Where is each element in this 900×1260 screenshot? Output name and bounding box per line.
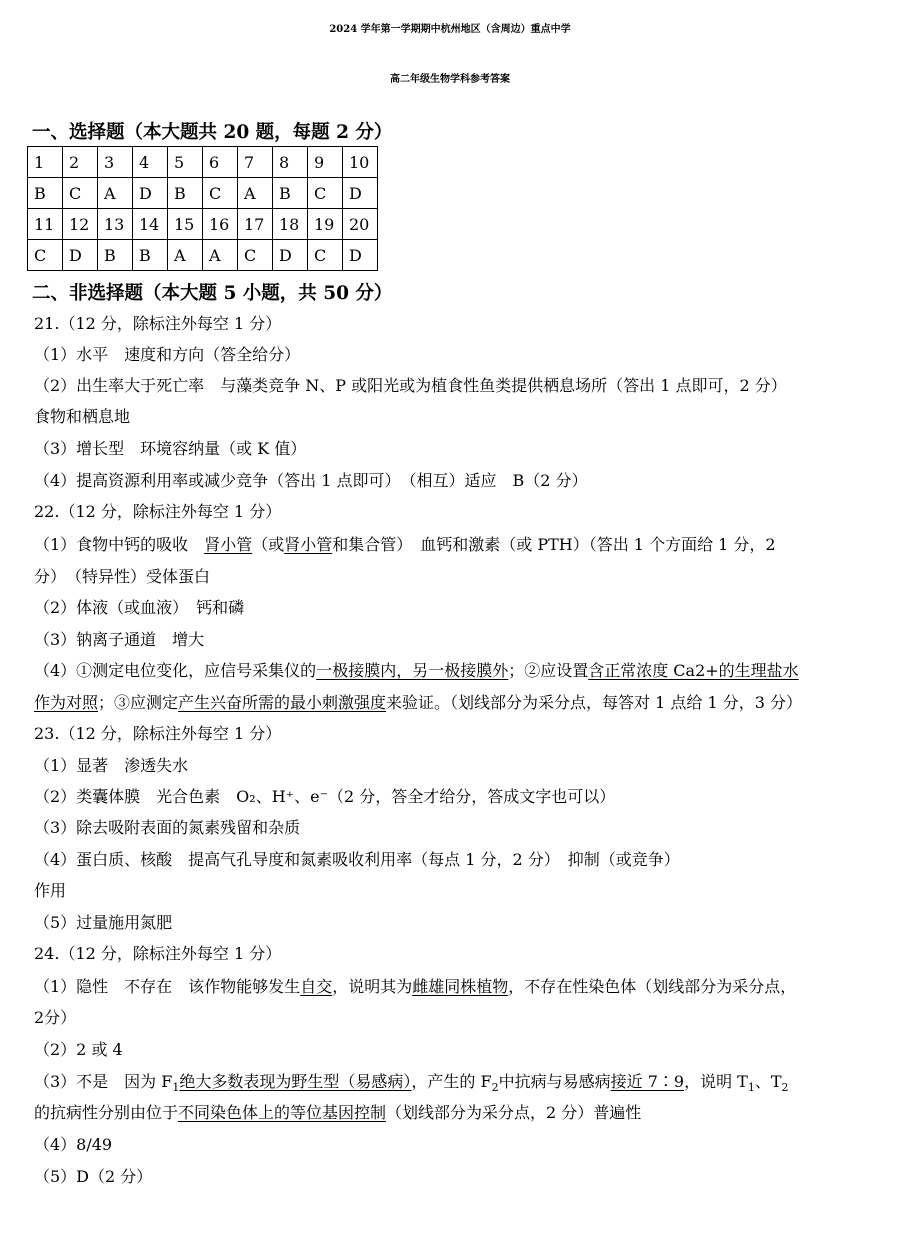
q22-answer-1 [34, 535, 776, 555]
q23-answer-5: （5）过量施用氮肥 [34, 913, 173, 932]
table-cell: 1 [28, 147, 63, 178]
underlined-text: 雌雄同株植物 [412, 977, 509, 996]
subscript: 2 [491, 1081, 499, 1095]
q24-answer-2: （2）2 或 4 [34, 1040, 123, 1059]
table-cell: B [168, 178, 203, 209]
text-span: 来验证。（划线部分为采分点，每答对 1 点给 1 分，3 分） [386, 693, 803, 712]
table-cell: C [308, 240, 343, 271]
table-cell: 4 [133, 147, 168, 178]
table-row [28, 147, 378, 178]
underlined-text: 自交 [300, 977, 333, 996]
q24-answer-1-cont: 2分） [34, 1008, 77, 1027]
text-span: （3）不是 因为 F [34, 1072, 173, 1091]
table-cell: 19 [308, 209, 343, 240]
q22-heading: 22.（12 分，除标注外每空 1 分） [34, 502, 282, 521]
table-cell: 7 [238, 147, 273, 178]
subscript: 2 [781, 1081, 789, 1095]
text-span: ，说明 T [684, 1072, 748, 1091]
table-row [28, 240, 378, 271]
table-cell: 10 [343, 147, 378, 178]
underlined-text: 作为对照 [34, 693, 99, 712]
table-cell: 14 [133, 209, 168, 240]
underlined-text: 一极接膜内，另一极接膜外 [316, 661, 509, 680]
q21-answer-3: （3）增长型 环境容纳量（或 K 值） [34, 439, 307, 458]
table-row [28, 178, 378, 209]
underlined-text: 含正常浓度 Ca2+的生理盐水 [588, 661, 799, 680]
table-cell: B [133, 240, 168, 271]
subscript: 1 [747, 1081, 755, 1095]
table-cell: A [98, 178, 133, 209]
text-span: ，产生的 F [411, 1072, 492, 1091]
subscript: 1 [172, 1081, 180, 1095]
text-span: 的抗病性分别由位于 [34, 1103, 179, 1122]
q21-heading: 21.（12 分，除标注外每空 1 分） [34, 314, 282, 333]
q23-answer-1: （1）显著 渗透失水 [34, 756, 189, 775]
table-cell: C [28, 240, 63, 271]
table-cell: B [273, 178, 308, 209]
underlined-text: 肾小管 [204, 535, 253, 554]
q21-answer-2-cont: 食物和栖息地 [34, 407, 131, 426]
table-cell: D [343, 240, 378, 271]
table-cell: A [203, 240, 238, 271]
table-cell: D [133, 178, 168, 209]
q24-answer-4: （4）8/49 [34, 1135, 113, 1154]
q22-answer-3: （3）钠离子通道 增大 [34, 630, 205, 649]
q24-answer-3 [34, 1072, 789, 1098]
q24-answer-1 [34, 977, 796, 997]
q24-heading: 24.（12 分，除标注外每空 1 分） [34, 944, 282, 963]
table-cell: 18 [273, 209, 308, 240]
table-cell: 5 [168, 147, 203, 178]
underlined-text: 肾小管 [284, 535, 333, 554]
q22-answer-4 [34, 661, 799, 681]
underlined-text: 接近 7∶9 [610, 1072, 685, 1091]
table-cell: C [238, 240, 273, 271]
text-span: （4）①测定电位变化，应信号采集仪的 [34, 661, 317, 680]
q24-answer-3-cont [34, 1103, 641, 1123]
underlined-text: 不同染色体上的等位基因控制 [178, 1103, 387, 1122]
text-span: （1）食物中钙的吸收 [34, 535, 205, 554]
q23-answer-2: （2）类囊体膜 光合色素 O₂、H⁺、e⁻（2 分，答全才给分，答成文字也可以） [34, 787, 616, 806]
table-cell: A [238, 178, 273, 209]
table-cell: 15 [168, 209, 203, 240]
table-cell: A [168, 240, 203, 271]
table-cell: 9 [308, 147, 343, 178]
q23-answer-4-cont: 作用 [34, 881, 67, 900]
q23-answer-3: （3）除去吸附表面的氮素残留和杂质 [34, 818, 301, 837]
table-cell: 16 [203, 209, 238, 240]
q22-answer-2: （2）体液（或血液） 钙和磷 [34, 598, 245, 617]
text-span: 、T [754, 1072, 782, 1091]
q21-answer-2: （2）出生率大于死亡率 与藻类竞争 N、P 或阳光或为植食性鱼类提供栖息场所（答出 1 点即可，2 分） [34, 376, 787, 395]
table-cell: 20 [343, 209, 378, 240]
table-cell: 6 [203, 147, 238, 178]
title-line-1: 2024 学年第一学期期中杭州地区（含周边）重点中学 [329, 24, 571, 35]
table-cell: D [343, 178, 378, 209]
table-cell: 17 [238, 209, 273, 240]
section-2-heading: 二、非选择题（本大题 5 小题，共 50 分） [32, 283, 393, 304]
table-cell: C [308, 178, 343, 209]
table-cell: 2 [63, 147, 98, 178]
choice-answer-table [27, 146, 378, 271]
text-span: 和集合管） 血钙和激素（或 PTH）（答出 1 个方面给 1 分，2 [332, 535, 776, 554]
table-cell: B [98, 240, 133, 271]
text-span: ，不存在性染色体（划线部分为采分点， [508, 977, 797, 996]
table-cell: 8 [273, 147, 308, 178]
q23-heading: 23.（12 分，除标注外每空 1 分） [34, 724, 282, 743]
section-1-heading: 一、选择题（本大题共 20 题，每题 2 分） [32, 122, 393, 143]
text-span: ；②应设置 [508, 661, 589, 680]
q21-answer-1: （1）水平 速度和方向（答全给分） [34, 345, 301, 364]
q22-answer-4-cont [34, 693, 802, 713]
text-span: （或 [252, 535, 285, 554]
table-cell: C [63, 178, 98, 209]
title-line-2: 高二年级生物学科参考答案 [390, 74, 510, 85]
underlined-text: 产生兴奋所需的最小刺激强度 [178, 693, 387, 712]
table-cell: 3 [98, 147, 133, 178]
table-cell: 11 [28, 209, 63, 240]
table-cell: D [273, 240, 308, 271]
table-row [28, 209, 378, 240]
table-cell: 13 [98, 209, 133, 240]
q22-answer-1-cont: 分） （特异性）受体蛋白 [34, 567, 211, 586]
table-cell: C [203, 178, 238, 209]
q23-answer-4: （4）蛋白质、核酸 提高气孔导度和氮素吸收利用率（每点 1 分，2 分） 抑制（或竞争） [34, 850, 680, 869]
q21-answer-4: （4）提高资源利用率或减少竞争（答出 1 点即可） （相互）适应 B（2 分） [34, 471, 588, 490]
text-span: 中抗病与易感病 [498, 1072, 611, 1091]
table-cell: 12 [63, 209, 98, 240]
underlined-text: 绝大多数表现为野生型（易感病） [179, 1072, 412, 1091]
text-span: ，说明其为 [332, 977, 413, 996]
table-cell: D [63, 240, 98, 271]
text-span: （1）隐性 不存在 该作物能够发生 [34, 977, 301, 996]
text-span: ；③应测定 [98, 693, 179, 712]
table-cell: B [28, 178, 63, 209]
q24-answer-5: （5）D（2 分） [34, 1167, 153, 1186]
text-span: （划线部分为采分点，2 分）普遍性 [386, 1103, 642, 1122]
